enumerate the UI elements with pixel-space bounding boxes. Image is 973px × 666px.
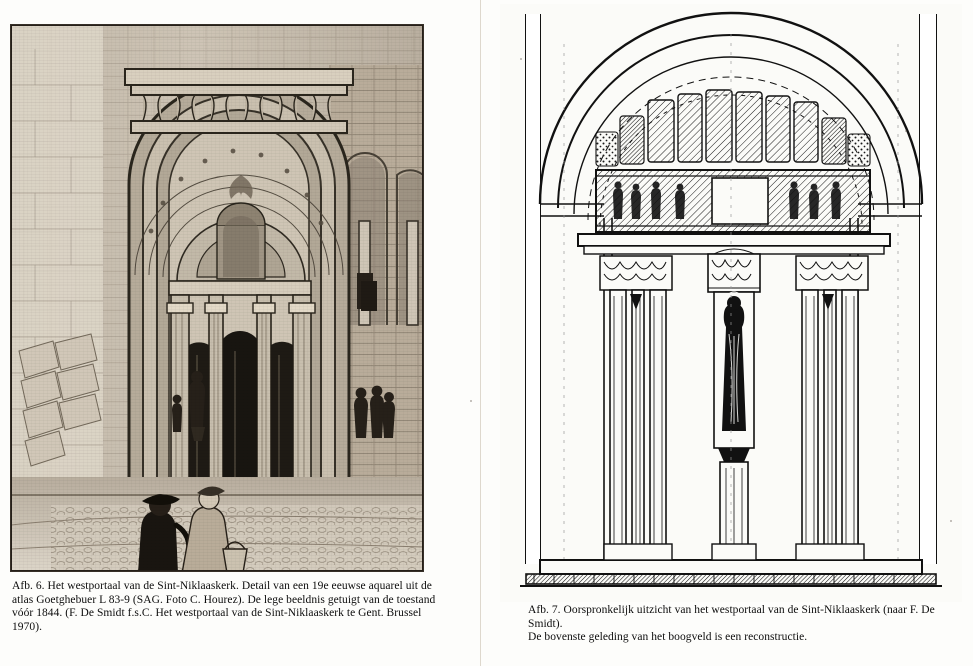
westportaal-watercolour-drawing <box>11 25 423 571</box>
figure-7-image <box>500 4 962 602</box>
scan-speck <box>950 520 952 522</box>
caption-line: Afb. 7. Oorspronkelijk uitzicht van het westportaal van de Sint-Niklaaskerk (naar F. De Smidt). <box>528 604 935 630</box>
column-divider <box>480 0 481 666</box>
scan-speck <box>905 130 907 132</box>
caption-line: Goetghebuer L 83-9 (SAG. Foto C. Hourez). De lege beeldnis getuigt van de toestand vóór 1844. <box>12 593 436 620</box>
caption-line: De bovenste geleding van het boogveld is een reconstructie. <box>528 631 808 644</box>
figure-6-caption <box>12 580 442 634</box>
figure-7-caption <box>528 604 960 645</box>
figure-6-image <box>10 24 424 572</box>
scan-speck <box>470 400 472 402</box>
figure-6 <box>10 24 436 633</box>
figure-7 <box>500 4 962 644</box>
caption-line: Afb. 6. Het westportaal van de Sint-Niklaaskerk. Detail van een 19e eeuwse aquarel uit de atlas <box>12 580 432 606</box>
caption-line: (F. De Smidt f.s.C. Het westportaal van de Sint-Niklaaskerk te Gent. Brussel 1970). <box>12 607 422 633</box>
westportaal-elevation-line-drawing <box>500 4 962 602</box>
scan-speck <box>520 58 522 60</box>
